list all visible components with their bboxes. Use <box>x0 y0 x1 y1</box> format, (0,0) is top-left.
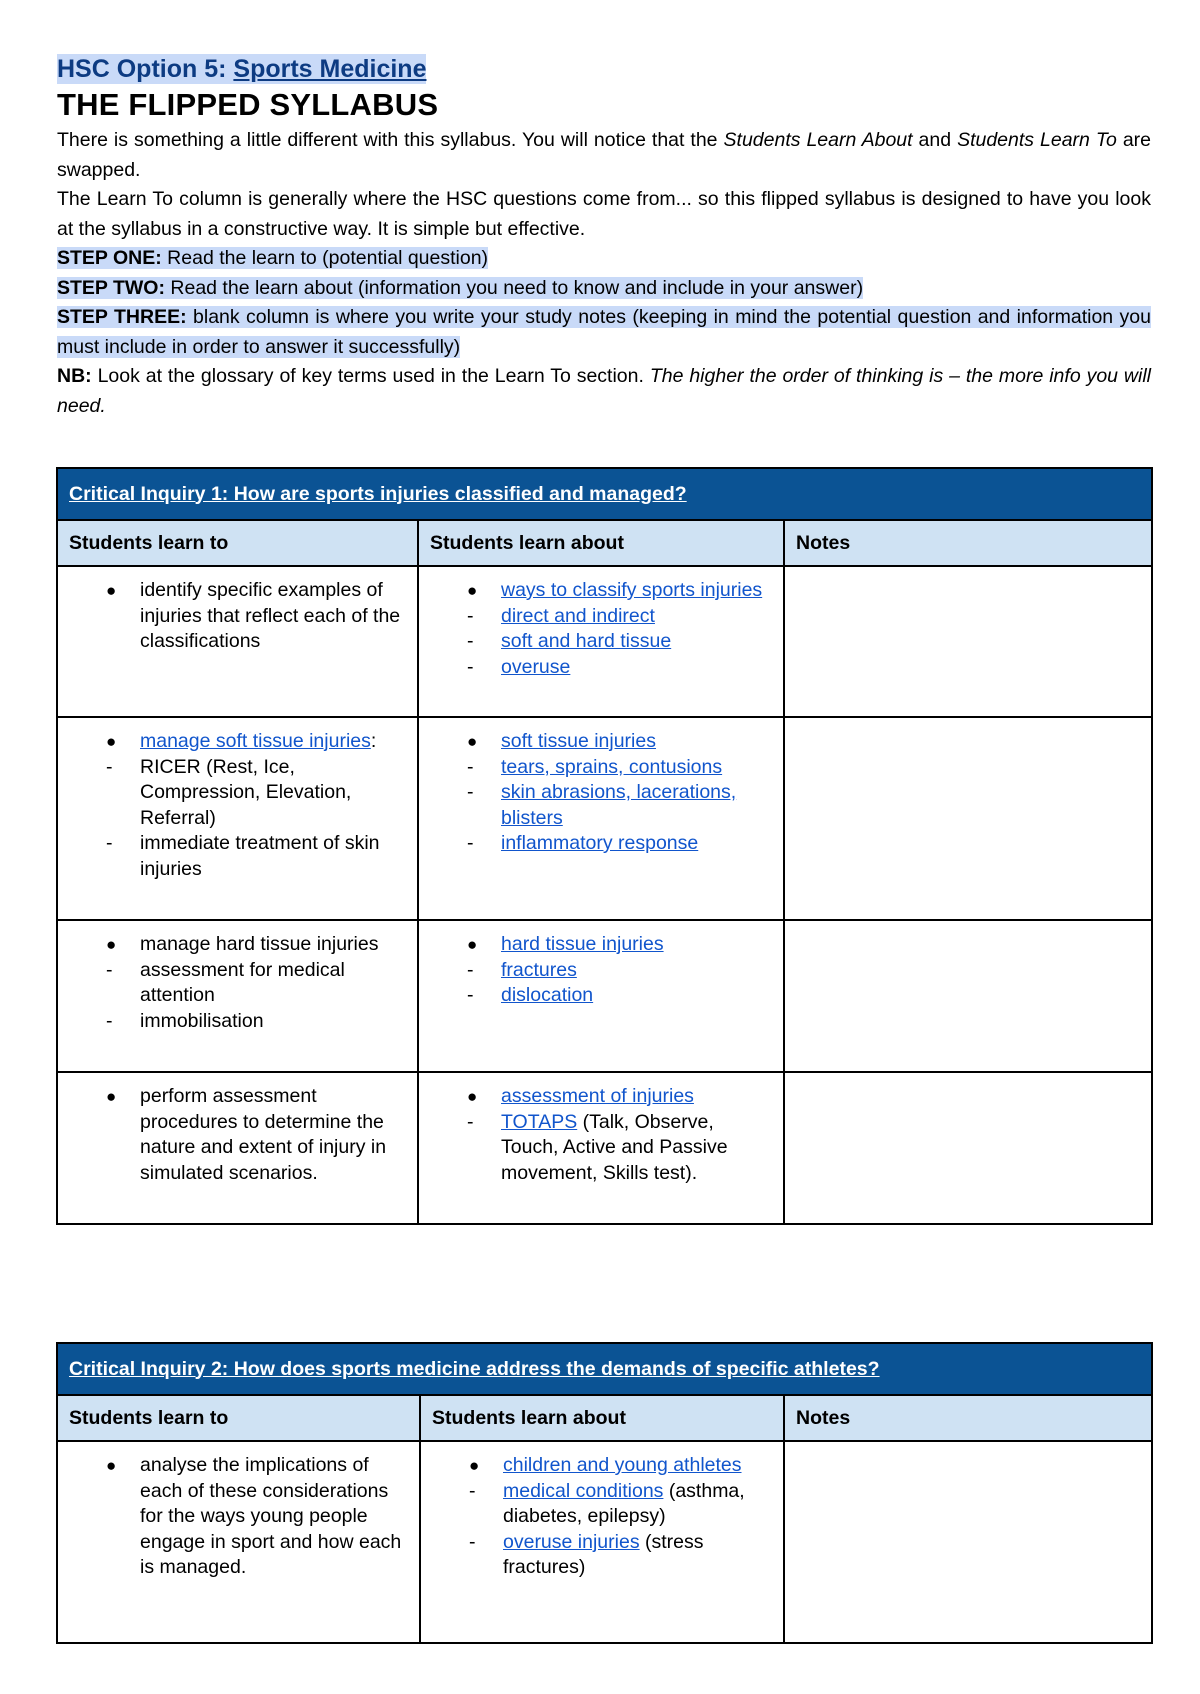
column-header-learn-about: Students learn about <box>420 1395 784 1441</box>
learn-to-cell <box>57 717 418 920</box>
syllabus-link[interactable]: soft tissue injuries <box>501 730 656 752</box>
bullet-marker: ● <box>106 1087 117 1106</box>
dash-marker: - <box>106 958 113 981</box>
notes-cell[interactable] <box>784 920 1152 1072</box>
syllabus-link[interactable]: children and young athletes <box>503 1454 742 1476</box>
syllabus-link[interactable]: fractures <box>501 958 577 981</box>
nb-emphasis: The higher the order of thinking is – the more info you will need. <box>57 365 1151 417</box>
dash-marker: - <box>106 832 113 854</box>
dash-marker: - <box>467 1110 474 1133</box>
learn-about-cell <box>420 1441 784 1643</box>
list-item <box>435 1530 769 1581</box>
step-three <box>57 303 1151 362</box>
item-text: (stress fractures) <box>503 1530 704 1578</box>
list-item <box>433 932 769 958</box>
step-three-label: STEP THREE: <box>57 306 187 328</box>
nb-text: Look at the glossary of key terms used in the Learn To section. <box>91 365 650 387</box>
dash-marker: - <box>467 958 474 981</box>
item-text: perform assessment procedures to determine the nature and extent of injury in simulated scenarios. <box>140 1085 387 1184</box>
item-text: identify specific examples of injuries that reflect each of the classifications <box>140 579 401 652</box>
bullet-marker: ● <box>106 935 117 954</box>
list-item <box>433 958 769 984</box>
syllabus-row <box>57 1072 1152 1224</box>
list-item <box>435 1453 769 1479</box>
learn-about-cell <box>418 717 784 920</box>
dash-marker: - <box>467 781 474 803</box>
notes-cell[interactable] <box>784 1072 1152 1224</box>
item-list <box>72 578 403 655</box>
item-list <box>433 729 769 857</box>
ci1-column-header-row <box>57 520 1152 566</box>
dash-marker: - <box>469 1530 476 1553</box>
item-text: analyse the implications of each of these considerations for the ways young people engage in sport and how each is managed. <box>140 1454 402 1578</box>
list-item <box>433 755 769 781</box>
syllabus-link[interactable]: tears, sprains, contusions <box>501 755 723 778</box>
intro-paragraph-1 <box>57 126 1151 185</box>
syllabus-link[interactable]: assessment of injuries <box>501 1085 694 1107</box>
bullet-marker: ● <box>467 935 478 954</box>
list-item <box>72 932 403 958</box>
list-item <box>433 629 769 655</box>
dash-marker: - <box>467 984 474 1006</box>
list-item <box>72 729 403 755</box>
ci2-header-cell <box>57 1343 1152 1395</box>
learn-to-cell <box>57 1441 420 1643</box>
option-heading <box>57 54 426 84</box>
list-item <box>433 831 769 857</box>
ci1-header-row <box>57 468 1152 520</box>
list-item <box>433 1084 769 1110</box>
syllabus-link[interactable]: soft and hard tissue <box>501 630 672 652</box>
bullet-marker: ● <box>467 1087 478 1106</box>
learn-about-cell <box>418 1072 784 1224</box>
learn-to-cell <box>57 1072 418 1224</box>
ci2-column-header-row <box>57 1395 1152 1441</box>
nb-note <box>57 362 1151 421</box>
ci1-header-cell <box>57 468 1152 520</box>
item-text: manage hard tissue injuries <box>140 933 379 955</box>
list-item <box>435 1479 769 1530</box>
option-prefix: HSC Option 5: <box>57 55 234 83</box>
bullet-marker: ● <box>106 732 117 751</box>
item-text: RICER (Rest, Ice, Compression, Elevation, Referral) <box>140 755 352 829</box>
list-item <box>433 729 769 755</box>
dash-marker: - <box>469 1479 476 1502</box>
dash-marker: - <box>467 604 474 627</box>
critical-inquiry-1-table <box>56 467 1153 1225</box>
intro-p1-em1: Students Learn About <box>723 129 913 151</box>
item-list <box>72 932 403 1034</box>
intro-p1-b: and <box>912 129 958 151</box>
step-one-text: Read the learn to (potential question) <box>161 247 489 269</box>
list-item <box>433 604 769 630</box>
syllabus-link[interactable]: skin abrasions, lacerations, blisters <box>501 781 737 829</box>
syllabus-link[interactable]: TOTAPS <box>501 1110 578 1133</box>
intro-p1-em2: Students Learn To <box>957 129 1117 151</box>
item-text: (asthma, diabetes, epilepsy) <box>503 1479 745 1527</box>
column-header-notes: Notes <box>784 1395 1152 1441</box>
list-item <box>72 1084 403 1186</box>
item-list <box>433 578 769 680</box>
item-list <box>433 1084 769 1186</box>
syllabus-link[interactable]: manage soft tissue injuries <box>140 730 371 752</box>
syllabus-row <box>57 566 1152 717</box>
notes-cell[interactable] <box>784 1441 1152 1643</box>
nb-label: NB: <box>57 365 92 387</box>
dash-marker: - <box>106 755 113 778</box>
list-item <box>72 1453 405 1581</box>
step-two <box>57 274 1151 304</box>
document-page <box>57 54 1151 421</box>
item-text: immediate treatment of skin injuries <box>140 832 380 880</box>
column-header-learn-to: Students learn to <box>57 1395 420 1441</box>
list-item <box>72 1009 403 1035</box>
column-header-notes: Notes <box>784 520 1152 566</box>
intro-text <box>57 126 1151 421</box>
step-three-text: blank column is where you write your study notes (keeping in mind the potential question and information you must include in order to answer it successfully) <box>57 306 1151 358</box>
item-list <box>433 932 769 1009</box>
dash-marker: - <box>106 1009 113 1032</box>
syllabus-link[interactable]: hard tissue injuries <box>501 933 664 955</box>
intro-paragraph-2: The Learn To column is generally where the HSC questions come from... so this flipped syllabus is designed to have you look at the syllabus in a constructive way. It is simple but effective. <box>57 188 1151 240</box>
learn-about-cell <box>418 920 784 1072</box>
sports-medicine-link[interactable]: Sports Medicine <box>233 55 427 83</box>
learn-to-cell <box>57 566 418 717</box>
critical-inquiry-2-table <box>56 1342 1153 1644</box>
notes-cell[interactable] <box>784 717 1152 920</box>
syllabus-link[interactable]: dislocation <box>501 984 594 1006</box>
item-list <box>72 1453 405 1581</box>
item-text: immobilisation <box>140 1009 264 1032</box>
list-item <box>433 780 769 831</box>
column-header-learn-to: Students learn to <box>57 520 418 566</box>
list-item <box>433 1110 769 1187</box>
list-item <box>433 578 769 604</box>
syllabus-row <box>57 1441 1152 1643</box>
bullet-marker: ● <box>469 1456 480 1475</box>
document-title: THE FLIPPED SYLLABUS <box>57 87 439 122</box>
syllabus-row <box>57 717 1152 920</box>
dash-marker: - <box>467 630 474 652</box>
step-one <box>57 244 1151 274</box>
learn-to-cell <box>57 920 418 1072</box>
ci2-title-link[interactable]: Critical Inquiry 2: How does sports medicine address the demands of specific athletes? <box>69 1357 880 1380</box>
syllabus-link[interactable]: direct and indirect <box>501 604 655 627</box>
item-list <box>72 729 403 882</box>
dash-marker: - <box>467 655 474 678</box>
syllabus-link[interactable]: overuse <box>501 655 571 678</box>
intro-p1-a: There is something a little different with this syllabus. You will notice that the <box>57 129 724 151</box>
column-header-learn-about: Students learn about <box>418 520 784 566</box>
dash-marker: - <box>467 755 474 778</box>
notes-cell[interactable] <box>784 566 1152 717</box>
list-item <box>72 958 403 1009</box>
ci2-header-row <box>57 1343 1152 1395</box>
list-item <box>433 983 769 1009</box>
syllabus-row <box>57 920 1152 1072</box>
dash-marker: - <box>467 832 474 854</box>
list-item <box>72 578 403 655</box>
item-text: (Talk, Observe, Touch, Active and Passive movement, Skills test). <box>501 1110 728 1184</box>
item-text: : <box>370 730 377 752</box>
list-item <box>72 755 403 832</box>
item-list <box>435 1453 769 1581</box>
bullet-marker: ● <box>106 1456 117 1475</box>
bullet-marker: ● <box>467 581 478 600</box>
list-item <box>72 831 403 882</box>
step-two-label: STEP TWO: <box>57 276 165 299</box>
bullet-marker: ● <box>106 581 117 600</box>
list-item <box>433 655 769 681</box>
syllabus-link[interactable]: medical conditions <box>503 1479 664 1502</box>
item-list <box>72 1084 403 1186</box>
step-two-text: Read the learn about (information you need to know and include in your answer) <box>164 276 864 299</box>
syllabus-link[interactable]: ways to classify sports injuries <box>501 579 763 601</box>
learn-about-cell <box>418 566 784 717</box>
syllabus-link[interactable]: inflammatory response <box>501 832 699 854</box>
intro-p1-c: are swapped. <box>57 129 1152 181</box>
step-one-label: STEP ONE: <box>57 247 162 269</box>
syllabus-link[interactable]: overuse injuries <box>503 1530 640 1553</box>
bullet-marker: ● <box>467 732 478 751</box>
ci1-title-link[interactable]: Critical Inquiry 1: How are sports injuries classified and managed? <box>69 482 687 505</box>
item-text: assessment for medical attention <box>140 958 345 1006</box>
